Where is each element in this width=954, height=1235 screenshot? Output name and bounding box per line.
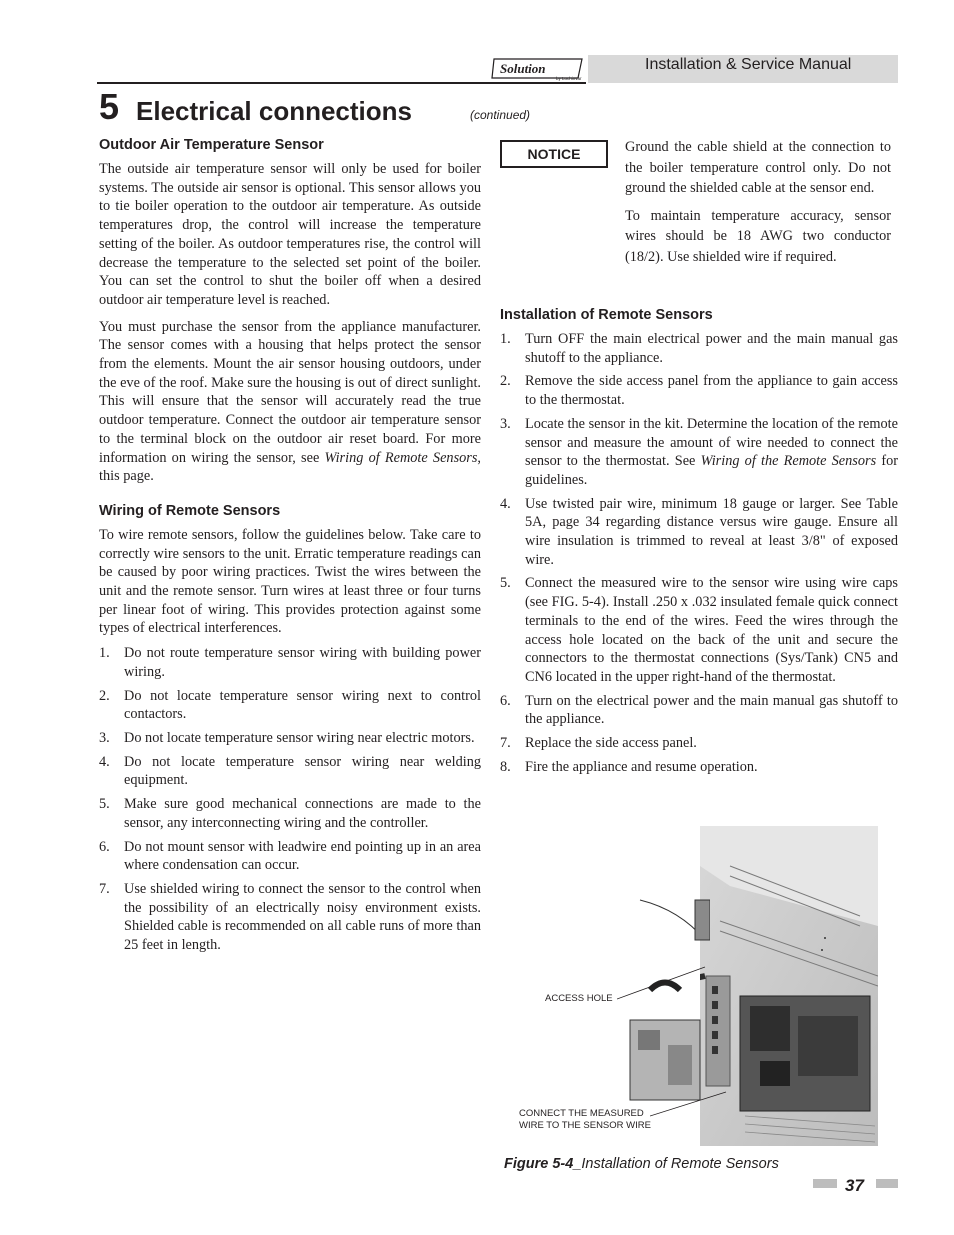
outdoor-p2-end: , this page. xyxy=(99,449,481,485)
list-item: 1. Turn OFF the main electrical power and the main manual gas shutoff to the appliance. xyxy=(500,331,898,366)
left-column xyxy=(99,136,481,960)
callout-access-hole: ACCESS HOLE xyxy=(545,993,613,1004)
outdoor-sensor-heading: Outdoor Air Temperature Sensor xyxy=(99,137,324,153)
outdoor-p2-ref: Wiring of Remote Sensors xyxy=(324,449,478,466)
notice-label: NOTICE xyxy=(527,146,581,162)
list-item: 4. Do not locate temperature sensor wiring near welding equipment. xyxy=(99,753,481,789)
logo-text: Solution xyxy=(500,61,546,76)
wiring-list xyxy=(99,644,481,955)
notice-text xyxy=(625,137,891,274)
list-item: 5. Connect the measured wire to the sensor wire using wire caps (see FIG. 5-4). Install .250 x .032 insulated female quick connect terminals to the end of the wires. Feed the wires through the access hole located on the back of the unit and secure the connectors to the thermostat connections (Sys/Tank) CN5 and CN6 located in the upper right-hand of the thermostat. xyxy=(500,575,898,685)
figure-caption-text: Installation of Remote Sensors xyxy=(581,1156,779,1172)
figure-caption-label: Figure 5-4_ xyxy=(504,1156,582,1172)
callout-line-access xyxy=(617,965,707,1005)
chapter-number: 5 xyxy=(99,86,120,127)
header-rule xyxy=(97,82,586,84)
install-steps xyxy=(500,330,898,776)
callout-line-connect xyxy=(650,1090,730,1120)
notice-paragraph-2: To maintain temperature accuracy, sensor wires should be 18 AWG two conductor (18/2). Use shielded wire if required. xyxy=(625,207,891,265)
list-item: 3. Do not locate temperature sensor wiring near electric motors. xyxy=(99,729,475,746)
list-item: 3. Locate the sensor in the kit. Determine the location of the remote sensor and measure the amount of wire needed to connect the sensor to the thermostat. See Wiring of the Remote Sensors for guidelines. xyxy=(500,415,899,488)
page-number-bar-left xyxy=(813,1179,837,1188)
install-heading: Installation of Remote Sensors xyxy=(500,307,713,323)
list-item: 6. Do not mount sensor with leadwire end pointing up in an area where condensation can occur. xyxy=(99,838,481,874)
chapter-title: Electrical connections xyxy=(136,96,412,126)
list-item: 1. Do not route temperature sensor wiring with building power wiring. xyxy=(99,645,481,680)
list-item: 6. Turn on the electrical power and the main manual gas shutoff to the appliance. xyxy=(500,692,898,728)
wiring-intro: To wire remote sensors, follow the guidelines below. Take care to correctly wire sensors to the unit. Erratic temperature readings can be caused by poor wiring practices. Twist the wires between the unit and the remote sensor. Turn wires at least three or four turns per linear foot of wiring. This provides protection against some types of electrical interferences. xyxy=(99,526,481,637)
figure-caption xyxy=(504,1156,779,1172)
solution-logo xyxy=(490,56,586,82)
list-item: 7. Replace the side access panel. xyxy=(500,735,697,752)
page-number: 37 xyxy=(845,1176,864,1195)
chapter-continued: (continued) xyxy=(470,108,531,122)
outdoor-p2-text: You must purchase the sensor from the appliance manufacturer. The sensor comes with a housing that helps protect the sensor from the elements. Mount the air sensor housing outdoors, under the eve of the roof. Make sure the housing is out of direct sunlight. This will ensure that the sensor will accurately read the true outdoor temperature. Connect the outdoor air temperature sensor to the terminal block on the outdoor air reset board. For more information on wiring the sensor, see xyxy=(99,318,481,466)
outdoor-paragraph-2 xyxy=(99,318,481,486)
list-item: 5. Make sure good mechanical connections are made to the sensor, any interconnecting wiring and the controller. xyxy=(99,796,481,831)
logo-sub: by Lochinvar xyxy=(556,76,582,81)
list-item: 7. Use shielded wiring to connect the sensor to the control when the possibility of an electrically noisy environment exists. Shielded cable is recommended on all cable runs of more than 25 feet in length. xyxy=(99,880,481,954)
list-item: 4. Use twisted pair wire, minimum 18 gauge or larger. See Table 5A, page 34 regarding distance versus wire gauge. Ensure all wire insulation is trimmed to reveal at least 3/8" of exposed wire. xyxy=(500,495,898,568)
notice-box xyxy=(500,140,608,168)
list-item: 8. Fire the appliance and resume operation. xyxy=(500,758,758,775)
list-item: 2. Remove the side access panel from the appliance to gain access to the thermostat. xyxy=(500,373,898,409)
manual-title: Installation & Service Manual xyxy=(645,56,852,73)
callout-connect-wire: CONNECT THE MEASURED WIRE TO THE SENSOR WIRE xyxy=(519,1108,651,1131)
page-number-bar-right xyxy=(876,1179,898,1188)
list-item: 2. Do not locate temperature sensor wiring next to control contactors. xyxy=(99,687,481,723)
notice-paragraph-1: Ground the cable shield at the connection to the boiler temperature control only. Do not ground the shielded cable at the sensor end. xyxy=(625,139,891,196)
wiring-heading: Wiring of Remote Sensors xyxy=(99,502,281,519)
right-column xyxy=(500,306,898,781)
outdoor-paragraph-1: The outside air temperature sensor will only be used for boiler systems. The outside air sensor is optional. This sensor allows you to tie boiler operation to the outdoor air temperature. As outside temperatures drop, the control will increase the temperature setting of the boiler. As outdoor temperatures rise, the control will decrease the temperature to the selected set point of the boiler. You can set the control to shut the boiler off when a desired outdoor air temperature level is reached. xyxy=(99,161,481,308)
